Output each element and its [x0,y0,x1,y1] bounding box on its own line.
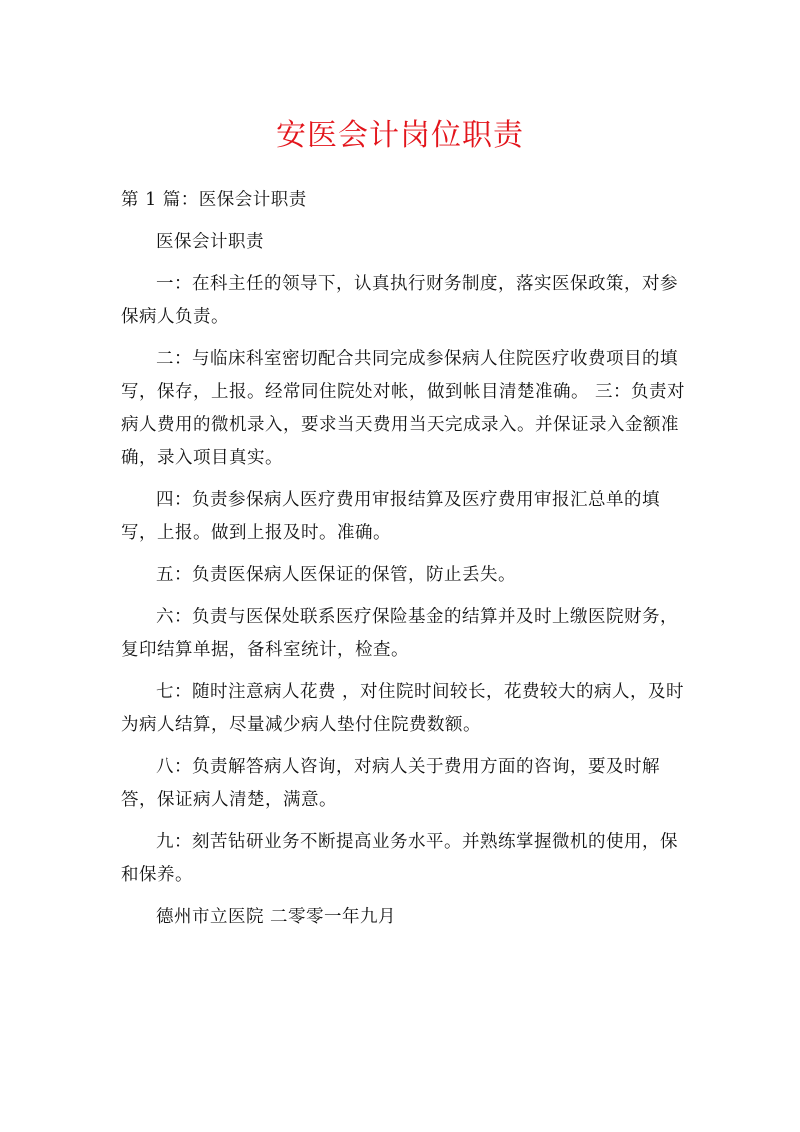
duty-item-8: 八：负责解答病人咨询，对病人关于费用方面的咨询，要及时解答，保证病人清楚，满意。 [121,757,660,810]
duty-item-7: 七：随时注意病人花费 ，对住院时间较长，花费较大的病人，及时为病人结算，尽量减少病人垫付住院费数额。 [121,682,685,735]
duty-item-1: 一：在科主任的领导下，认真执行财务制度，落实医保政策，对参保病人负责。 [121,274,678,327]
duty-item-6: 六：负责与医保处联系医疗保险基金的结算并及时上缴医院财务，复印结算单据，备科室统计，检查。 [121,607,678,660]
document-title: 安医会计岗位职责 [276,118,524,153]
duty-item-4: 四：负责参保病人医疗费用审报结算及医疗费用审报汇总单的填写，上报。做到上报及时。准确。 [121,490,660,543]
section-title: 第 1 篇：医保会计职责 [121,190,307,210]
signature-line: 德州市立医院 二零零一年九月 [156,907,397,927]
duty-item-2-3: 二：与临床科室密切配合共同完成参保病人住院医疗收费项目的填写，保存，上报。经常同住院处对帐，做到帐目清楚准确。 三：负责对病人费用的微机录入，要求当天费用当天完成录入。并保证录入金额准确，录入项目真实。 [121,349,686,468]
duty-item-5: 五：负责医保病人医保证的保管，防止丢失。 [156,565,516,585]
document-body [121,184,687,943]
duty-item-9: 九：刻苦钻研业务不断提高业务水平。并熟练掌握微机的使用，保和保养。 [121,832,678,885]
section-heading: 医保会计职责 [156,232,264,252]
